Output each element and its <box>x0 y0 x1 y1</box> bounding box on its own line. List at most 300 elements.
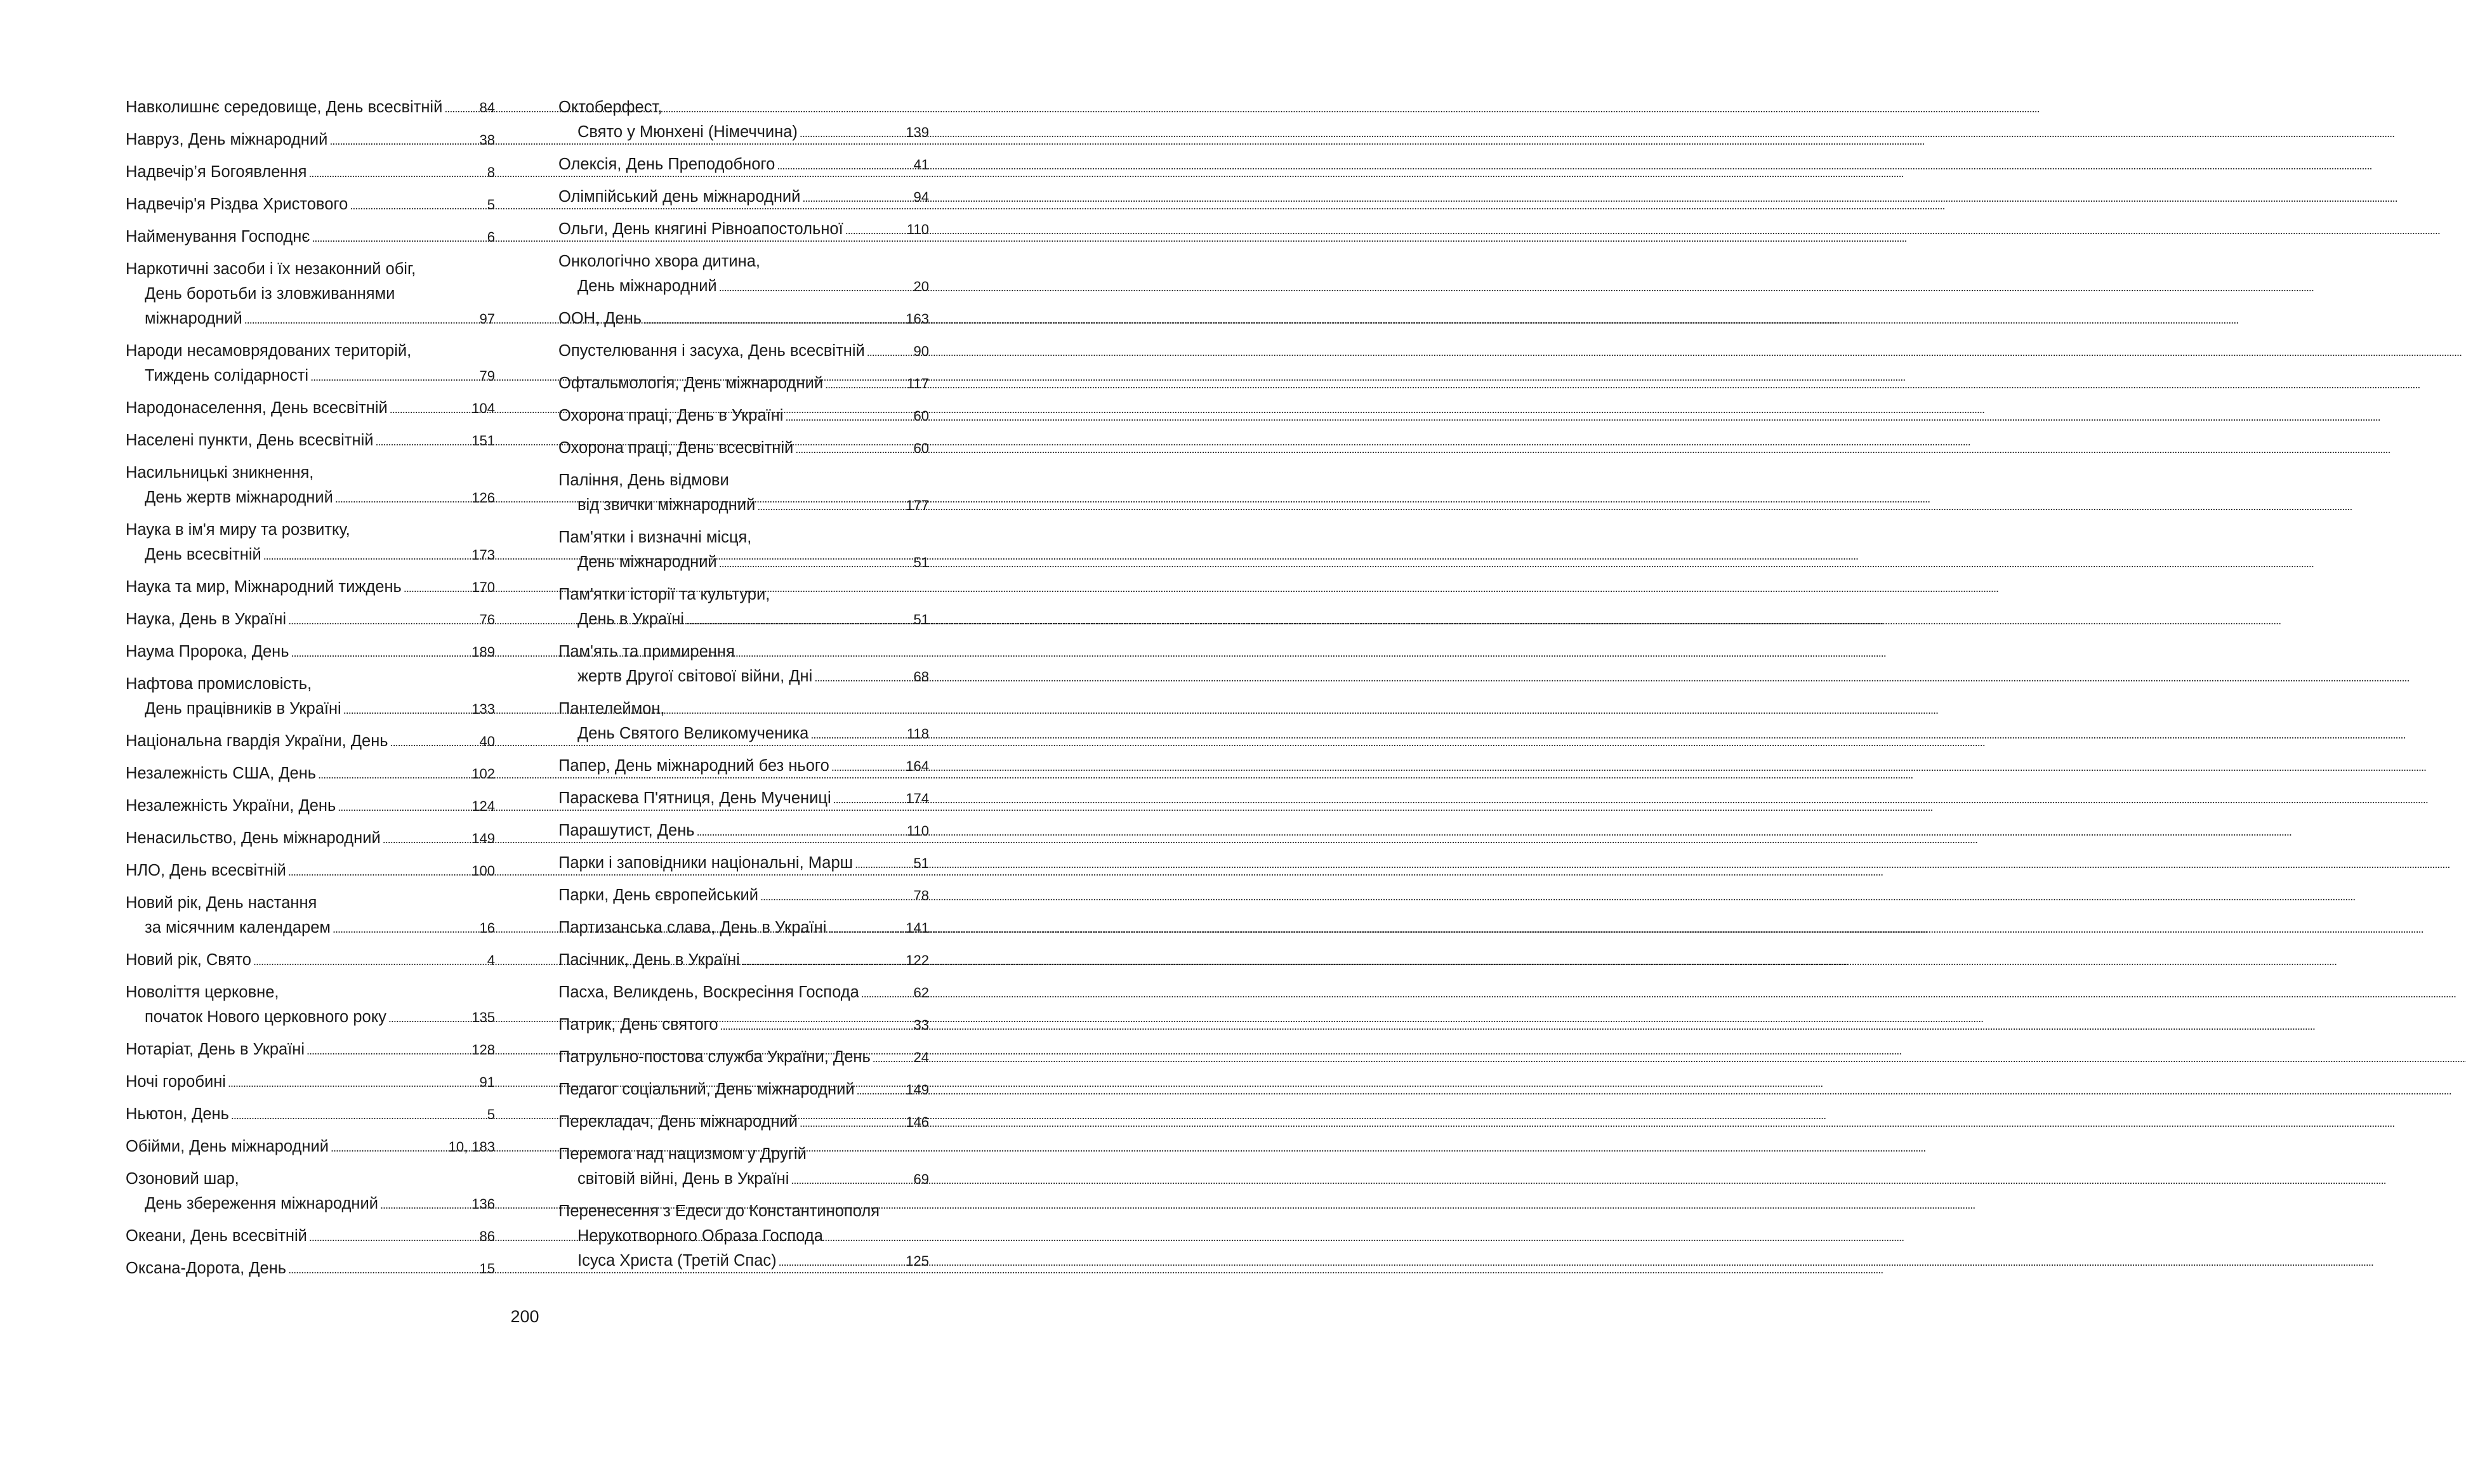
index-entry <box>558 339 929 365</box>
index-entry-heading <box>126 160 495 186</box>
index-entry-page: 24 <box>913 1049 929 1065</box>
dot-leader <box>253 948 485 974</box>
index-entry-text: Ненасильство, День міжнародний <box>126 829 381 847</box>
index-entry-heading <box>126 729 495 755</box>
dot-leader <box>825 371 905 397</box>
index-entry <box>126 257 495 332</box>
index-entry-page: 40 <box>479 733 495 749</box>
index-entry-text: Пам'ять та примирення <box>558 643 735 660</box>
dot-leader <box>288 607 477 633</box>
index-entry-page: 141 <box>906 920 929 936</box>
index-entry <box>558 217 929 243</box>
index-entry-continuation <box>126 364 495 390</box>
index-entry-heading <box>558 697 929 721</box>
index-entry <box>126 461 495 511</box>
dot-leader <box>779 1249 904 1275</box>
index-entry-page: 124 <box>471 798 495 814</box>
index-entry-text: День працівників в Україні <box>145 700 341 718</box>
index-entry-page: 174 <box>906 791 929 806</box>
index-entry <box>558 1013 929 1039</box>
index-entry-page: 146 <box>906 1114 929 1130</box>
index-entry-text: Населені пункти, День всесвітній <box>126 431 374 449</box>
index-entry-page: 84 <box>479 100 495 115</box>
index-entry-heading <box>558 436 929 462</box>
index-entry-heading <box>558 1142 929 1167</box>
index-entry-text: Перенесення з Едеси до Константинополя <box>558 1202 880 1220</box>
index-entry-text: жертв Другої світової війни, Дні <box>577 667 813 685</box>
index-entry-continuation <box>126 697 495 723</box>
index-entry-page: 122 <box>906 952 929 968</box>
index-entry-text: Незалежність України, День <box>126 797 336 815</box>
index-entry-heading <box>126 339 495 364</box>
index-entry <box>126 518 495 568</box>
index-entry-text: Опустелювання і засуха, День всесвітній <box>558 342 865 360</box>
index-entry <box>558 185 929 211</box>
index-entry <box>558 980 929 1006</box>
dot-leader <box>873 1045 912 1071</box>
index-entry-heading <box>126 428 495 454</box>
index-entry-heading <box>126 1070 495 1096</box>
dot-leader <box>331 1134 447 1160</box>
index-entry-continuation <box>558 550 929 576</box>
index-entry-continuation <box>126 1192 495 1218</box>
index-entry-heading <box>126 257 495 282</box>
index-entry-page: 163 <box>906 311 929 327</box>
dot-leader <box>831 754 904 780</box>
index-entry-heading <box>558 95 929 120</box>
index-entry-text: Олімпійський день міжнародний <box>558 188 801 206</box>
index-entry-page: 51 <box>913 612 929 627</box>
index-entry-heading <box>126 1224 495 1250</box>
index-entry-text: Народонаселення, День всесвітній <box>126 399 388 417</box>
index-entry-text: Олексія, День Преподобного <box>558 155 775 173</box>
index-entry-text: світовій війні, День в Україні <box>577 1170 789 1188</box>
index-entry-text: Обійми, День міжнародний <box>126 1138 329 1155</box>
dot-leader <box>291 640 470 666</box>
index-entry-heading <box>126 891 495 916</box>
index-entry-page: 62 <box>913 985 929 1001</box>
index-entry <box>126 640 495 666</box>
index-entry-text: Патрик, День святого <box>558 1016 718 1034</box>
dot-leader <box>855 851 911 877</box>
index-entry-text: Нерукотворного Образа Господа <box>577 1227 823 1245</box>
index-entry <box>126 607 495 633</box>
index-entry <box>558 1045 929 1071</box>
index-entry <box>126 948 495 974</box>
index-entry-heading <box>558 582 929 607</box>
index-entry-text: Перекладач, День міжнародний <box>558 1113 798 1131</box>
index-entry-continuation <box>558 607 929 633</box>
dot-leader <box>697 818 905 844</box>
dot-leader <box>309 1224 478 1250</box>
index-entry <box>126 1224 495 1250</box>
index-entry <box>558 883 929 909</box>
dot-leader <box>760 883 912 909</box>
index-entry <box>126 729 495 755</box>
index-entry-heading <box>126 980 495 1005</box>
index-entry-text: Перемога над нацизмом у Другій <box>558 1145 807 1163</box>
index-entry-page: 170 <box>471 579 495 595</box>
index-entry-text: День збереження міжнародний <box>145 1195 378 1212</box>
index-entry-page: 38 <box>479 132 495 148</box>
index-entry-heading <box>126 225 495 251</box>
index-entry <box>126 128 495 154</box>
index-entry-text: Новий рік, День настання <box>126 894 317 912</box>
index-entry <box>126 396 495 422</box>
index-entry-text: Онкологічно хвора дитина, <box>558 253 760 270</box>
dot-leader <box>310 364 477 390</box>
index-entry <box>126 761 495 787</box>
index-entry <box>126 1167 495 1218</box>
index-entry-heading <box>558 851 929 877</box>
dot-leader <box>338 794 470 820</box>
index-entry-heading <box>558 1013 929 1039</box>
index-entry <box>558 1142 929 1193</box>
dot-leader <box>867 339 912 365</box>
index-entry-heading <box>126 518 495 542</box>
index-entry <box>126 1037 495 1063</box>
index-entry-text: Насильницькі зникнення, <box>126 464 314 482</box>
index-entry-text: Новий рік, Свято <box>126 951 251 969</box>
index-entry-text: Ньютон, День <box>126 1105 229 1123</box>
index-entry-page: 16 <box>479 920 495 936</box>
index-column-right <box>558 95 929 1281</box>
index-entry-text: Наука та мир, Міжнародний тиждень <box>126 578 402 596</box>
index-entry-page: 78 <box>913 888 929 903</box>
dot-leader <box>686 607 912 633</box>
index-column-left <box>126 95 495 1289</box>
index-entry-text: Паління, День відмови <box>558 471 729 489</box>
index-entry-text: Надвечір’я Богоявлення <box>126 163 307 181</box>
index-entry <box>558 1077 929 1103</box>
index-entry-text: Пам'ятки історії та культури, <box>558 586 770 603</box>
index-entry-page: 100 <box>471 863 495 879</box>
dot-leader <box>228 1070 478 1096</box>
index-entry-page: 15 <box>479 1261 495 1277</box>
index-entry-text: Охорона праці, День в Україні <box>558 407 784 424</box>
dot-leader <box>308 160 485 186</box>
index-entry-continuation <box>126 306 495 332</box>
dot-leader <box>719 550 912 576</box>
index-entry-text: Нафтова промисловість, <box>126 675 312 693</box>
dot-leader <box>343 697 470 723</box>
index-entry-heading <box>126 1134 495 1160</box>
dot-leader <box>719 274 912 300</box>
index-entry <box>558 468 929 519</box>
index-entry-continuation <box>558 1249 929 1275</box>
index-entry-page: 117 <box>906 376 929 391</box>
index-entry <box>558 1199 929 1275</box>
index-entry-page: 5 <box>487 197 495 213</box>
index-entry-text: Навруз, День міжнародний <box>126 131 328 148</box>
dot-leader <box>800 1110 904 1136</box>
index-entry <box>126 160 495 186</box>
dot-leader <box>335 485 470 511</box>
index-entry <box>126 980 495 1031</box>
index-entry-heading <box>558 883 929 909</box>
dot-leader <box>845 217 905 243</box>
index-entry-page: 4 <box>487 952 495 968</box>
index-entry <box>558 851 929 877</box>
index-entry-page: 128 <box>471 1042 495 1058</box>
index-entry-text: Національна гвардія України, День <box>126 732 388 750</box>
index-entry-text: Педагог соціальний, День міжнародний <box>558 1080 855 1098</box>
index-entry <box>558 754 929 780</box>
index-entry-text: Наркотичні засоби і їх незаконний обіг, <box>126 260 416 278</box>
index-entry-heading <box>558 1199 929 1224</box>
index-entry-heading <box>558 754 929 780</box>
index-entry-page: 97 <box>479 311 495 327</box>
index-entry-page: 136 <box>471 1196 495 1212</box>
dot-leader <box>244 306 478 332</box>
index-entry-heading <box>126 948 495 974</box>
dot-leader <box>383 826 470 852</box>
index-entry <box>126 225 495 251</box>
index-entry-text: Пантелеймон, <box>558 700 665 718</box>
index-entry <box>558 371 929 397</box>
index-entry <box>126 95 495 121</box>
index-entry-heading <box>126 672 495 697</box>
index-entry-page: 79 <box>479 368 495 384</box>
dot-leader <box>444 95 477 121</box>
index-entry-text: Папер, День міжнародний без нього <box>558 757 829 775</box>
dot-leader <box>785 404 911 430</box>
dot-leader <box>814 664 911 690</box>
index-entry-heading <box>126 461 495 485</box>
index-entry-heading <box>558 249 929 274</box>
index-entry <box>558 697 929 747</box>
index-entry <box>558 640 929 690</box>
dot-leader <box>288 858 470 884</box>
index-entry-heading <box>558 1045 929 1071</box>
index-entry-heading <box>126 1037 495 1063</box>
index-entry <box>126 428 495 454</box>
dot-leader <box>375 428 470 454</box>
index-entry-page: 149 <box>906 1082 929 1098</box>
index-entry-text: Навколишнє середовище, День всесвітній <box>126 98 443 116</box>
index-entry-text: Ночі горобині <box>126 1073 226 1091</box>
index-entry-page: 102 <box>471 766 495 782</box>
index-entry-page: 20 <box>913 279 929 294</box>
index-entry-continuation <box>126 485 495 511</box>
index-entry-text: Озоновий шар, <box>126 1170 239 1188</box>
index-entry-text: Найменування Господнє <box>126 228 310 246</box>
index-entry-page: 94 <box>913 189 929 205</box>
dot-leader <box>350 192 485 218</box>
index-entry-page: 125 <box>906 1253 929 1269</box>
index-entry-page: 118 <box>906 726 929 742</box>
index-entry <box>126 1256 495 1282</box>
index-entry <box>126 339 495 390</box>
index-entry-text: Надвечір'я Різдва Христового <box>126 195 348 213</box>
dot-leader <box>288 1256 477 1282</box>
index-entry-text: День боротьби із зловживаннями <box>145 285 395 303</box>
index-entry-text: День Святого Великомученика <box>577 725 809 742</box>
index-entry <box>126 1134 495 1160</box>
dot-leader <box>333 916 478 942</box>
index-entry-heading <box>126 396 495 422</box>
page-number: 200 <box>510 1307 539 1326</box>
index-entry-page: 91 <box>479 1074 495 1090</box>
dot-leader <box>643 306 904 332</box>
index-entry-page: 60 <box>913 408 929 424</box>
dot-leader <box>390 729 478 755</box>
index-entry-heading <box>126 128 495 154</box>
index-entry-page: 139 <box>906 124 929 140</box>
index-entry-continuation <box>126 1005 495 1031</box>
index-entry <box>126 1070 495 1096</box>
index-entry <box>558 306 929 332</box>
index-entry-text: Наука, День в Україні <box>126 610 287 628</box>
index-entry-text: Партизанська слава, День в Україні <box>558 919 827 936</box>
index-entry <box>126 575 495 601</box>
index-entry-heading <box>558 980 929 1006</box>
index-entry-heading <box>126 794 495 820</box>
index-entry-text: Парашутист, День <box>558 822 695 839</box>
index-entry-heading <box>126 575 495 601</box>
index-entry <box>126 858 495 884</box>
index-entry-heading <box>126 192 495 218</box>
index-entry-page: 6 <box>487 229 495 245</box>
dot-leader <box>828 916 904 942</box>
dot-leader <box>795 436 911 462</box>
index-entry-heading <box>558 818 929 844</box>
index-entry <box>126 672 495 723</box>
index-entry-page: 126 <box>471 490 495 506</box>
index-entry-heading <box>558 185 929 211</box>
index-entry <box>558 582 929 633</box>
index-entry-text: День в Україні <box>577 610 684 628</box>
index-entry-page: 10, 183 <box>448 1139 495 1155</box>
dot-leader <box>861 980 912 1006</box>
index-entry-text: Незалежність США, День <box>126 765 317 782</box>
index-entry <box>126 794 495 820</box>
index-entry-heading <box>558 916 929 942</box>
index-entry-text: День міжнародний <box>577 277 717 295</box>
index-entry-text: Пасічник, День в Україні <box>558 951 740 969</box>
index-entry-heading <box>558 468 929 493</box>
index-entry <box>558 948 929 974</box>
index-entry-continuation <box>558 721 929 747</box>
dot-leader <box>833 786 904 812</box>
index-entry-continuation <box>558 664 929 690</box>
index-entry-page: 189 <box>471 644 495 660</box>
index-entry-page: 68 <box>913 669 929 685</box>
index-entry-continuation <box>558 493 929 519</box>
index-entry-continuation <box>126 282 495 306</box>
index-entry-heading <box>558 525 929 550</box>
index-entry-text: Ісуса Христа (Третій Спас) <box>577 1252 777 1270</box>
index-entry-text: Парки і заповідники національні, Марш <box>558 854 854 872</box>
index-entry <box>558 152 929 178</box>
dot-leader <box>263 542 470 568</box>
index-entry <box>126 826 495 852</box>
dot-leader <box>404 575 470 601</box>
dot-leader <box>318 761 470 787</box>
index-entry-page: 164 <box>906 758 929 774</box>
dot-leader <box>802 185 911 211</box>
index-entry-page: 177 <box>906 497 929 513</box>
index-entry-heading <box>558 152 929 178</box>
index-entry-continuation <box>558 120 929 146</box>
index-entry <box>126 891 495 942</box>
index-entry-page: 51 <box>913 555 929 570</box>
index-entry-text: Нотаріат, День в Україні <box>126 1041 305 1058</box>
index-entry-continuation <box>126 542 495 568</box>
index-entry-text: Пасха, Великдень, Воскресіння Господа <box>558 983 859 1001</box>
index-entry-page: 5 <box>487 1106 495 1122</box>
index-entry-heading <box>558 640 929 664</box>
index-entry <box>558 786 929 812</box>
index-entry <box>558 1110 929 1136</box>
index-entry-heading <box>126 607 495 633</box>
index-entry-text: День міжнародний <box>577 553 717 571</box>
index-entry-heading <box>558 339 929 365</box>
index-entry-page: 33 <box>913 1017 929 1033</box>
dot-leader <box>307 1037 470 1063</box>
dot-leader <box>380 1192 470 1218</box>
index-entry-page: 41 <box>913 157 929 173</box>
index-entry-text: Октоберфест, <box>558 98 663 116</box>
index-entry-page: 135 <box>471 1009 495 1025</box>
index-entry-continuation <box>126 916 495 942</box>
index-entry-text: від звички міжнародний <box>577 496 756 514</box>
index-entry-heading <box>558 306 929 332</box>
index-entry-text: Ольги, День княгині Рівноапостольної <box>558 220 843 238</box>
index-entry-text: Офтальмологія, День міжнародний <box>558 374 824 392</box>
index-entry <box>558 404 929 430</box>
index-entry-text: НЛО, День всесвітній <box>126 862 286 879</box>
index-entry-page: 60 <box>913 440 929 456</box>
index-entry-heading <box>126 1167 495 1192</box>
index-entry-heading <box>558 1077 929 1103</box>
index-entry-text: Наука в ім'я миру та розвитку, <box>126 521 350 539</box>
dot-leader <box>800 120 904 146</box>
dot-leader <box>757 493 904 519</box>
index-entry-heading <box>558 371 929 397</box>
index-entry-page: 173 <box>471 547 495 563</box>
index-entry-text: День жертв міжнародний <box>145 489 333 506</box>
index-entry-text: за місячним календарем <box>145 919 331 936</box>
dot-leader <box>777 152 911 178</box>
dot-leader <box>390 396 470 422</box>
index-entry <box>558 525 929 576</box>
index-entry-text: День всесвітній <box>145 546 261 563</box>
index-entry-text: Патрульно-постова служба України, День <box>558 1048 871 1066</box>
dot-leader <box>857 1077 904 1103</box>
index-entry-text: початок Нового церковного року <box>145 1008 386 1026</box>
index-entry-heading <box>126 858 495 884</box>
index-entry-page: 151 <box>471 433 495 449</box>
index-entry-text: Тиждень солідарності <box>145 367 309 384</box>
index-entry-continuation <box>558 1167 929 1193</box>
index-entry-heading <box>558 1110 929 1136</box>
index-entry-heading <box>558 404 929 430</box>
dot-leader <box>312 225 485 251</box>
index-entry <box>558 916 929 942</box>
index-entry-text: Парки, День європейський <box>558 886 759 904</box>
index-entry-text: Пам'ятки і визначні місця, <box>558 529 752 546</box>
index-entry-text: Параскева П'ятниця, День Мучениці <box>558 789 831 807</box>
index-entry <box>558 95 929 146</box>
index-entry-continuation <box>558 274 929 300</box>
index-entry-text: міжнародний <box>145 310 242 327</box>
index-entry-heading <box>126 1256 495 1282</box>
index-entry-text: Оксана-Дорота, День <box>126 1259 287 1277</box>
index-entry-text: Новоліття церковне, <box>126 983 279 1001</box>
dot-leader <box>329 128 477 154</box>
index-entry-heading <box>126 826 495 852</box>
